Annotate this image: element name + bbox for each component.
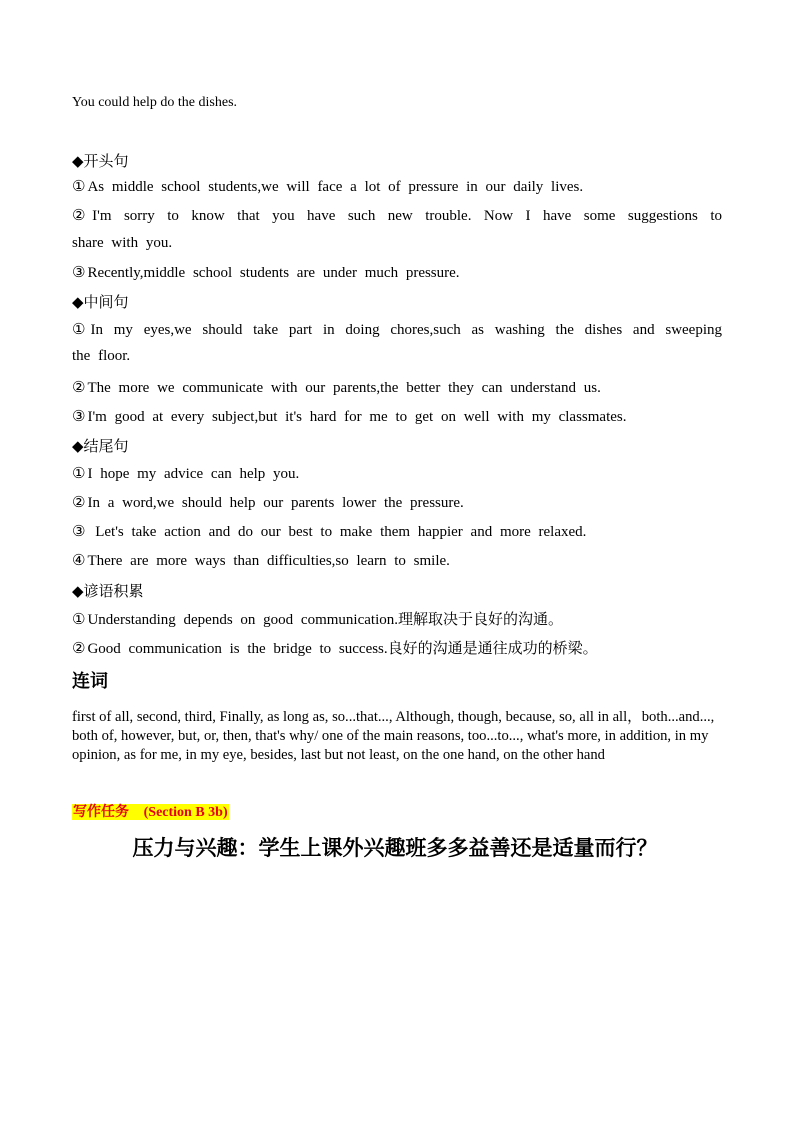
conjunctions-heading: 连词 <box>72 671 108 692</box>
section-heading-middle: ◆中间句 <box>72 293 129 311</box>
item-number: ③ <box>72 407 86 425</box>
middle-sentence-1-line-2: the floor. <box>72 348 131 364</box>
sentence-text: I hope my advice can help you. <box>87 466 300 482</box>
proverb-1 <box>72 608 563 629</box>
item-number: ① <box>72 177 86 195</box>
writing-task-label <box>72 801 229 821</box>
sentence-text: Let's take action and do our best to make them happier and more relaxed. <box>95 524 587 540</box>
sentence-text: As middle school students,we will face a lot of pressure in our daily lives. <box>87 179 584 195</box>
opening-sentence-1 <box>72 177 583 196</box>
opening-sentence-2-line-1 <box>72 206 722 225</box>
section-heading-opening: ◆开头句 <box>72 152 129 170</box>
item-number: ① <box>72 320 89 338</box>
middle-sentence-3 <box>72 407 627 426</box>
closing-sentence-4 <box>72 551 450 570</box>
task-label-cn: 写作任务 <box>73 804 129 820</box>
item-number: ① <box>72 610 86 628</box>
sentence-text: In my eyes,we should take part in doing chores,such as washing the dishes and sweeping <box>90 322 723 338</box>
sentence-text: In a word,we should help our parents lower the pressure. <box>87 495 464 511</box>
middle-sentence-1-line-1 <box>72 320 722 339</box>
opening-sentence-2-line-2: share with you. <box>72 235 173 251</box>
closing-sentence-3 <box>72 522 586 541</box>
sentence-text: The more we communicate with our parents,the better they can understand us. <box>87 380 601 396</box>
item-number: ③ <box>72 522 86 540</box>
proverb-2 <box>72 637 598 658</box>
closing-sentence-1 <box>72 464 299 483</box>
writing-task-title: 压力与兴趣：学生上课外兴趣班多多益善还是适量而行？ <box>132 836 658 860</box>
intro-sentence: You could help do the dishes. <box>72 95 238 110</box>
task-label-en: (Section B 3b) <box>143 805 228 820</box>
sentence-text: I'm good at every subject,but it's hard for me to get on well with my classmates. <box>87 409 627 425</box>
task-highlight <box>72 804 229 820</box>
sentence-text: Recently,middle school students are under much pressure. <box>87 265 460 281</box>
item-number: ② <box>72 378 86 396</box>
item-number: ② <box>72 493 86 511</box>
sentence-text: There are more ways than difficulties,so learn to smile. <box>87 553 450 569</box>
conjunctions-list: first of all, second, third, Finally, as long as, so...that..., Although, though, because, so, all in all，both...and..., both of, however, but, or, then, that's why/ one of the main reasons, too...to..., what's more, in addition, in my opinion, as for me, in my eye, besides, last but not least, on the one hand, on the other hand <box>72 709 715 763</box>
item-number: ① <box>72 464 86 482</box>
item-number: ④ <box>72 551 86 569</box>
sentence-text: Understanding depends on good communication.理解取决于良好的沟通。 <box>87 612 563 628</box>
item-number: ③ <box>72 263 86 281</box>
opening-sentence-3 <box>72 263 460 282</box>
sentence-text: I'm sorry to know that you have such new trouble. Now I have some suggestions to <box>92 208 722 224</box>
closing-sentence-2 <box>72 493 464 512</box>
sentence-text: Good communication is the bridge to success.良好的沟通是通往成功的桥梁。 <box>87 641 598 657</box>
item-number: ② <box>72 639 86 657</box>
section-heading-proverbs: ◆谚语积累 <box>72 582 144 600</box>
middle-sentence-2 <box>72 378 601 397</box>
item-number: ② <box>72 206 91 224</box>
section-heading-closing: ◆结尾句 <box>72 437 129 455</box>
